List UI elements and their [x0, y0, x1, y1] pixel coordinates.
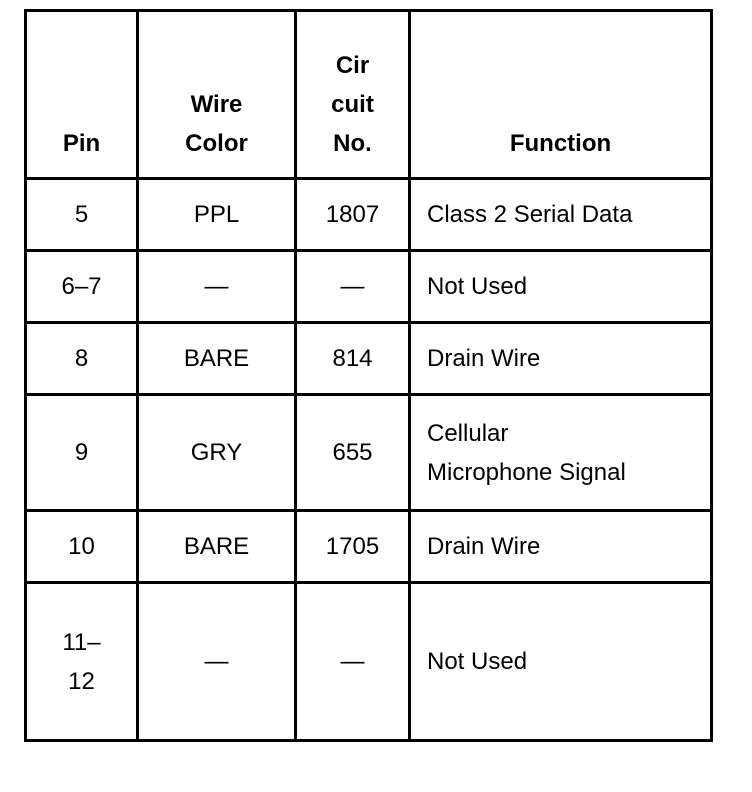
cell-circuit-no: 1705	[296, 511, 410, 583]
cell-wire-color: —	[138, 583, 296, 741]
cell-function: Drain Wire	[410, 323, 712, 395]
header-function: Function	[410, 11, 712, 179]
cell-function: Drain Wire	[410, 511, 712, 583]
table-row	[26, 179, 712, 251]
cell-pin: 5	[26, 179, 138, 251]
cell-wire-color: GRY	[138, 395, 296, 511]
cell-circuit-no: 655	[296, 395, 410, 511]
cell-circuit-no: 814	[296, 323, 410, 395]
cell-function: Not Used	[410, 251, 712, 323]
table-row	[26, 251, 712, 323]
cell-circuit-no: —	[296, 251, 410, 323]
cell-wire-color: —	[138, 251, 296, 323]
table-row	[26, 323, 712, 395]
table-row	[26, 583, 712, 741]
cell-pin: 9	[26, 395, 138, 511]
cell-pin: 10	[26, 511, 138, 583]
cell-pin: 11– 12	[26, 583, 138, 741]
header-wire-color: Wire Color	[138, 11, 296, 179]
table-row	[26, 395, 712, 511]
cell-pin: 6–7	[26, 251, 138, 323]
table-row	[26, 511, 712, 583]
header-circuit-no: Cir cuit No.	[296, 11, 410, 179]
cell-wire-color: BARE	[138, 323, 296, 395]
cell-circuit-no: —	[296, 583, 410, 741]
cell-function: Class 2 Serial Data	[410, 179, 712, 251]
cell-circuit-no: 1807	[296, 179, 410, 251]
pin-table	[24, 9, 713, 742]
cell-wire-color: PPL	[138, 179, 296, 251]
cell-function: Cellular Microphone Signal	[410, 395, 712, 511]
header-pin: Pin	[26, 11, 138, 179]
cell-function: Not Used	[410, 583, 712, 741]
cell-pin: 8	[26, 323, 138, 395]
cell-wire-color: BARE	[138, 511, 296, 583]
table-header-row	[26, 11, 712, 179]
